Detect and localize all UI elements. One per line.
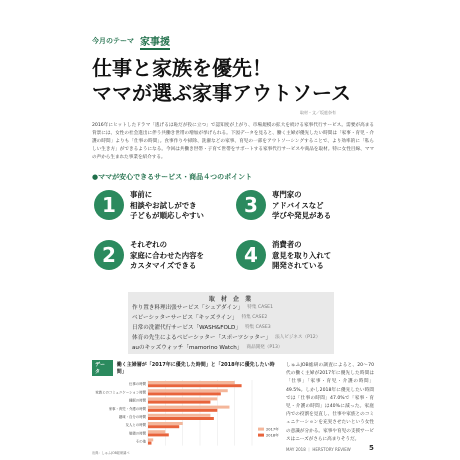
bar-2017年 xyxy=(148,422,183,425)
points-heading xyxy=(92,172,252,182)
point-text xyxy=(272,240,331,272)
bar-2018年 xyxy=(148,442,151,445)
title-line-1: 仕事と家族を優先！ xyxy=(92,56,272,80)
company-desc: 特集 CASE3 xyxy=(244,325,271,330)
point-1 xyxy=(94,190,204,222)
point-line: 事前に xyxy=(130,190,153,199)
point-line: 意見を取り入れて xyxy=(272,250,332,260)
bar-2018年 xyxy=(148,417,214,420)
company-name: 日常の洗濯代行サービス「WASH&FOLD」 xyxy=(132,325,241,331)
bar-chart xyxy=(92,376,282,458)
side-column-text: しゅふJOB総研の調査によると、20〜70代の働く主婦が2017年に優先した時間は「仕事」「家事・育児・介護の時間」49.5%。しかし2018年に優先したい時間では「仕事の時間」47.0%で「家事・育児・介護の時間」は40%に減った。家庭内での役割を見直し、仕事や家族とのコミュニケーションを充実させたいという女性の意識が分かる。家事や育児の支援サービスはニーズがさらに高まりそうだ。 xyxy=(286,363,374,442)
point-number: 2 xyxy=(94,240,124,270)
point-4 xyxy=(236,240,331,272)
bar-2017年 xyxy=(148,397,217,400)
point-line: 相談やお試しができ xyxy=(130,200,197,210)
chart-tag: データ xyxy=(92,360,113,376)
footer-text: MAY 2018 ｜ HERSTORY REVIEW xyxy=(286,447,351,452)
bullet-icon: ● xyxy=(92,173,99,181)
page-title xyxy=(92,56,392,106)
chart-box xyxy=(92,360,282,455)
category-label: 家事・育児・介護の時間 xyxy=(108,406,146,411)
bar-2017年 xyxy=(148,414,210,417)
point-line: 子どもが順応しやすい xyxy=(130,211,204,220)
page-number: 5 xyxy=(369,444,374,452)
point-text xyxy=(130,240,204,272)
bar-2018年 xyxy=(148,392,221,395)
company-name: auのキッズウォッチ「mamorino Watch」 xyxy=(132,345,243,351)
point-line: カスタマイズできる xyxy=(130,261,197,270)
chart-source: 出典：しゅふJOB総研調べ xyxy=(92,451,130,455)
legend-label: 2017年 xyxy=(266,427,279,432)
company-name: 体育の先生によるベビーシッター「スポーツシッター」 xyxy=(132,335,272,341)
byline: 取材・文／坂庭奈有 xyxy=(300,110,336,115)
point-line: 消費者の xyxy=(272,240,302,249)
theme-tag xyxy=(92,34,170,48)
point-number: 4 xyxy=(236,240,266,270)
chart-header xyxy=(92,360,282,376)
points-heading-text: ママが安心できるサービス・商品４つのポイント xyxy=(98,173,253,181)
bar-2018年 xyxy=(148,433,169,436)
category-label: その他 xyxy=(135,439,146,444)
point-text xyxy=(272,190,331,222)
point-line: 開発されている xyxy=(272,261,324,270)
interview-row xyxy=(128,343,334,353)
company-desc: 法人ビジネス（P12） xyxy=(275,335,321,340)
category-label: 趣味・自分の時間 xyxy=(118,415,146,419)
point-line: アドバイスなど xyxy=(272,200,324,210)
bar-2018年 xyxy=(148,409,217,412)
point-text xyxy=(130,190,204,222)
category-label: 仕事の時間 xyxy=(129,382,146,387)
bar-2017年 xyxy=(148,406,229,409)
company-desc: 特集 CASE1 xyxy=(247,305,274,310)
bar-2018年 xyxy=(148,401,210,404)
point-3 xyxy=(236,190,331,222)
bar-2018年 xyxy=(148,384,242,387)
title-line-2: ママが選ぶ家事アウトソース xyxy=(92,81,351,105)
bar-2017年 xyxy=(148,438,153,441)
bar-2017年 xyxy=(148,381,235,384)
bar-2017年 xyxy=(148,430,165,433)
category-label: 睡眠の時間 xyxy=(129,398,146,403)
company-name: 作り置き料理出張サービス「シェアダイン」 xyxy=(132,305,244,311)
interview-row xyxy=(128,333,334,343)
bar-2017年 xyxy=(148,389,228,392)
chart-title: 働く主婦層が「2017年に優先した時間」と「2018年に優先したい時間」 xyxy=(116,362,275,375)
point-line: 家庭に合わせた内容を xyxy=(130,250,204,260)
point-line: それぞれの xyxy=(130,240,167,249)
interview-row xyxy=(128,323,334,333)
company-desc: 商品開発（P13） xyxy=(246,345,283,350)
point-line: 学びや発見がある xyxy=(272,211,332,220)
legend-swatch xyxy=(258,434,264,437)
interview-row xyxy=(128,303,334,313)
company-name: ベビーシッターサービス「キッズライン」 xyxy=(132,315,238,321)
interview-heading: 取 材 企 業 xyxy=(208,296,254,303)
theme-label: 今月のテーマ xyxy=(92,37,134,45)
point-number: 1 xyxy=(94,190,124,220)
legend-label: 2018年 xyxy=(266,433,279,438)
company-desc: 特集 CASE2 xyxy=(241,315,268,320)
category-label: 友人との時間 xyxy=(125,423,146,428)
bar-2018年 xyxy=(148,425,179,428)
interview-companies-box xyxy=(128,292,334,354)
category-label: 家族とのコミュニケーション時間 xyxy=(95,390,146,395)
point-2 xyxy=(94,240,204,272)
point-line: 専門家の xyxy=(272,190,302,199)
interview-row xyxy=(128,313,334,323)
category-label: 勉強の時間 xyxy=(129,431,146,436)
theme-topic: 家事援 xyxy=(140,33,170,50)
legend-swatch xyxy=(258,428,264,431)
point-number: 3 xyxy=(236,190,266,220)
lead-paragraph: 2016年にヒットしたドラマ「逃げるは恥だが役に立つ」で認知度が上がり、市場規模の拡大を続ける家事代行サービス。需要が高まる背景には、女性の社会進出に伴う共働き世帯の増加が挙げられる。下図データを見ると、働く主婦が優先したい時間は「家事・育児・介護の時間」よりも「仕事の時間」。食事作りや掃除、洗濯などの家事、育児の一部をアウトソーシングすることで、より効率的に「私らしい生き方」ができるようになる。今回は共働き世帯・子育て世帯をサポートする家事代行サービスや商品を取材。特に女性目線、ママの声から生まれた事業を紹介する。 xyxy=(92,123,374,160)
